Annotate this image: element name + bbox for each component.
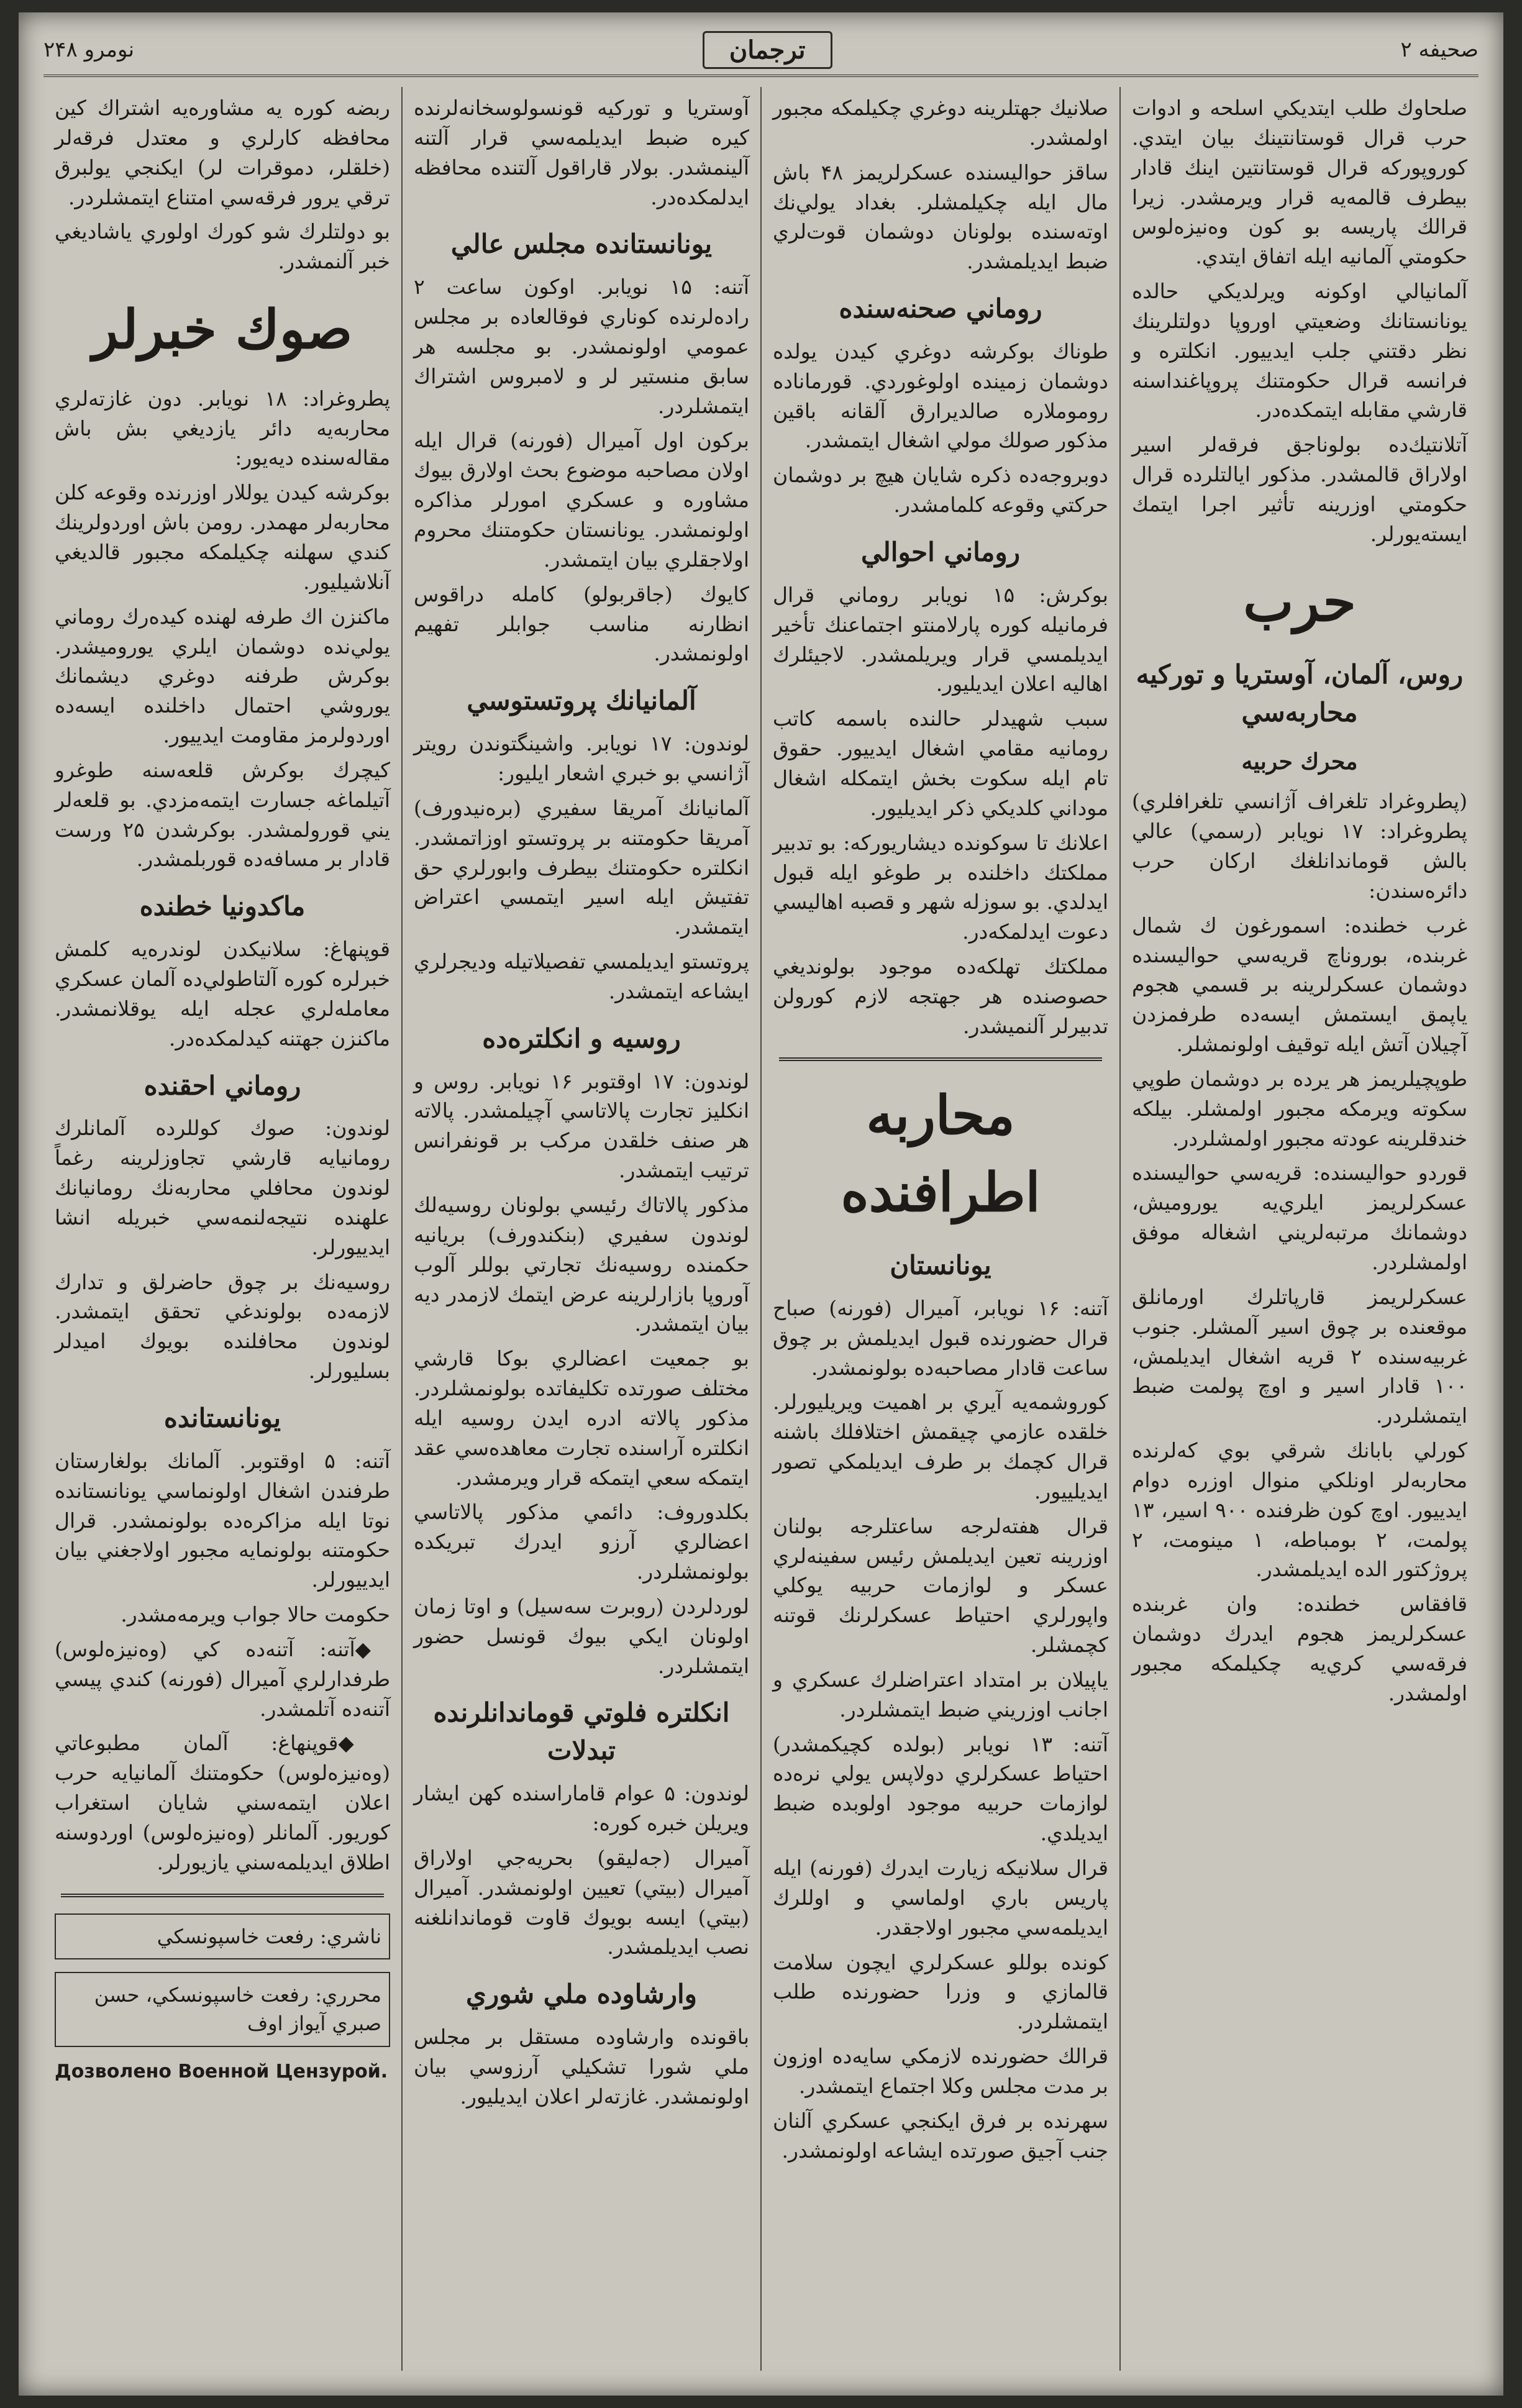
article-paragraph: كوروشمه‌يه آيري بر اهميت ويريليورلر. خلقده عازمي چيقمش اختلافلك باشنه قرال كچمك بر طرف ايديلمكي تصور ايديلييور. bbox=[773, 1390, 1108, 1503]
article-heading: يونانستانده bbox=[163, 1403, 281, 1433]
article-paragraph: مذكور پالاتاك رئيسي بولونان روسيه‌لك لوندون سفيري (بنكندورف) بريانيه حكمنده روسيه‌نك تجارتي بوللر آلوب آوروپا بازارلرينه عرض ايتمك لازمدر ديه بيان ايتمشدر. bbox=[414, 1192, 749, 1336]
article-heading: وارشاوده ملي شوري bbox=[466, 1979, 697, 2010]
article-paragraph: قافقاس خطنده: وان غربنده عسكرلريمز هجوم ايدرك دوشمان فرقه‌سي كري‌يه چكيلمكه مجبور اولمشدر. bbox=[1132, 1592, 1467, 1705]
article-paragraph: روسيه‌نك بر چوق حاضرلق و تدارك لازمه‌ده بولوندغي تحقق ايتمشدر. لوندون محافلنده بويوك اميدلر بسليورلر. bbox=[55, 1269, 390, 1384]
article-paragraph: آتنه: ۱۵ نويابر. اوكون ساعت ۲ راده‌لرنده كوناري فوقالعاده بر مجلس عمومي اولونمشدر. بو مجلسه هر سابق منستير لر و لامبروس اشتراك ايتمشلردر. bbox=[414, 275, 749, 418]
section-divider bbox=[61, 1894, 384, 1897]
imprint-line: محرري: رفعت خاسپونسكي، حسن صبري آيواز اوف bbox=[55, 1972, 390, 2047]
article-paragraph: سبب شهيدلر حالنده باسمه كاتب رومانيه مقامي اشغال ايدييور. حقوق تام ايله سكوت بخش ايتمكله اشغال موداني كلديكي ذكر ايديليور. bbox=[773, 706, 1108, 820]
article-heading: انكلتره فلوتي قوماندانلرنده تبدلات bbox=[433, 1697, 730, 1766]
censor-note: Дозволено Военной Цензурой. bbox=[55, 2060, 388, 2082]
article-paragraph: بو دولتلرك شو كورك اولوري ياشاديغي خبر آلنمشدر. bbox=[55, 219, 390, 274]
article-heading: يونانستانده مجلس عالي bbox=[450, 229, 713, 260]
imprint-line: ناشري: رفعت خاسپونسكي bbox=[55, 1913, 390, 1959]
article-paragraph: كورلي بابانك شرقي بوي كه‌لرنده محاربه‌لر اونلكي منوال اوزره دوام ايدييور. اوچ كون ظرفنده ۹۰۰ اسير، ۱۳ پولمت، ۲ بومباطه، ۱ مينومت، ۲ پروژکتور الده ايديلمشدر. bbox=[1132, 1438, 1468, 1582]
article-paragraph: قرال هفته‌لرجه ساعتلرجه بولنان اوزرينه تعين ايديلمش رئيس سفينه‌لري عسكر و لوازمات حربيه يوكلي واپورلري احتياط عسكرلرنك قوتنه كچمشلر. bbox=[773, 1513, 1108, 1658]
article-paragraph: باقونده وارشاوده مستقل بر مجلس ملي شورا تشكيلي آرزوسي بيان اولونمشدر. غازته‌لر اعلان ايديليور. bbox=[414, 2025, 749, 2109]
article-paragraph: لوندون: ۱۷ نويابر. واشينگتوندن رويتر آژانسي بو خبري اشعار ايليور: bbox=[414, 731, 750, 785]
article-paragraph: بوكرشه كيدن يوللار اوزرنده وقوعه كلن محاربه‌لر مهمدر. رومن باش اوردولرينك كندي سهلنه چكيلمكه مجبور قالديغي آنلاشيليور. bbox=[55, 480, 390, 594]
article-paragraph: آميرال (جه‌ليقو) بحريه‌جي اولاراق آميرال (بيتي) تعيين اولونمشدر. آميرال (بيتي) ايسه بويوك قاوت قوماندانلغنه نصب ايديلمشدر. bbox=[414, 1845, 749, 1959]
article-heading: ماكدونيا خطنده bbox=[139, 891, 306, 922]
article-paragraph: قرالك حضورنده لازمكي سايه‌ده اوزون بر مدت مجلس وكلا اجتماع ايتمشدر. bbox=[773, 2044, 1108, 2098]
section-banner: حرب bbox=[1243, 570, 1356, 634]
article-paragraph: آتنه: ۱۳ نويابر (بولده كچيكمشدر) احتياط عسكرلري دولاپس يولي نره‌ده لوازمات حربيه موجود اولوبده ضبط ايديلدي. bbox=[773, 1731, 1108, 1846]
article-paragraph: لوردلردن (روبرت سه‌سيل) و اوتا زمان اولونان ايكي بيوك قونسل حضور ايتمشلردر. bbox=[414, 1594, 749, 1678]
article-paragraph: اعلانك تا سوكونده ديشاريوركه: بو تدبير مملكتك داخلنده بر طوغو ايله قبول ايدلدي. بو سوزله شهر و قصبه اهاليسي دعوت ايدلمكه‌در. bbox=[773, 830, 1108, 944]
article-heading: يونانستان bbox=[890, 1249, 991, 1280]
article-paragraph: حكومت حالا جواب ويرمه‌مشدر. bbox=[121, 1602, 390, 1627]
bullet-paragraph: ◆ آتنه: آتنه‌ده كي (وه‌نيزه‌لوس) طرفدارلري آميرال (فورنه) كندي پيسي آتنه‌ده آتلمشدر. bbox=[55, 1635, 390, 1724]
newspaper-page bbox=[19, 12, 1503, 2396]
article-heading: روس، آلمان، آوستريا و توركيه محاربه‌سي bbox=[1136, 659, 1464, 728]
article-heading: روماني احقنده bbox=[144, 1070, 301, 1101]
article-paragraph: پطروغراد: ۱۸ نويابر. دون غازته‌لري محاربه‌يه دائر يازديغي بش باش مقاله‌سنده ديه‌يور: bbox=[55, 386, 391, 470]
article-paragraph: كايوك (جاقربولو) كامله دراقوس انظارنه مناسب جوابلر تفهيم اولونمشدر. bbox=[414, 581, 749, 666]
article-paragraph: صلحاوك طلب ايتديكي اسلحه و ادوات حرب قرال قوستانتينك بيان ايتدي. كوروپوركه قرال قوستانتين اينك قادار بيطرف قالمه‌يه قرار ويرمشدر. زيرا قرالك پاريسه بو كون وه‌نيزه‌لوس حكومتي آلمانيه ايله اتفاق ايتدي. bbox=[1132, 96, 1467, 269]
page-label: صحيفه ۲ bbox=[1400, 37, 1479, 62]
article-paragraph: (پطروغراد تلغراف آژانسي تلغرافلري) پطروغراد: ۱۷ نويابر (رسمي) عالي بالش قوماندانلغك اركان حرب دائره‌سندن: bbox=[1132, 789, 1467, 903]
article-paragraph: آتنه: ۱۶ نويابر، آميرال (فورنه) صباح قرال حضورنده قبول ايديلمش بر چوق ساعت قادار مصاحبه‌ده بولونمشدر. bbox=[773, 1295, 1108, 1380]
article-paragraph: طوپچيلريمز هر يرده بر دوشمان طوپي سكوته ويرمكه مجبور اولمشلر. بيلكه خندقلرينه عودته مجبور اولمشلردر. bbox=[1132, 1066, 1467, 1151]
column-4 bbox=[43, 87, 401, 2371]
article-paragraph: بركون اول آميرال (فورنه) قرال ايله اولان مصاحبه موضوع بحث اولارق بيوك مشاوره و عسكري امورلر مذاكره اولونمشدر. يونانستان حكومتنك محروم اولاجقلري بيان ايتمشدر. bbox=[414, 428, 749, 572]
article-heading: روماني صحنه‌سنده bbox=[839, 293, 1042, 324]
masthead bbox=[43, 25, 1479, 77]
article-paragraph: عسكرلريمز قارپاتلرك اورمانلق موقعنده بر چوق اسير آلمشلر. جنوب غربيه‌سنده ۲ قريه اشغال ايديلمش، ۱۰۰ قادار اسير و اوچ پولمت ضبط ايتمشلردر. bbox=[1132, 1284, 1467, 1428]
article-paragraph: ربضه كوره يه مشاوره‌يه اشتراك كين محافظه كارلري و معتدل فرقه‌لر (خلقلر، دموقرات لر) ايكنجي يولبرق ترقي يرور فرقه‌سي امتناع ايتمشلردر. bbox=[55, 96, 390, 209]
article-heading: روماني احوالي bbox=[861, 537, 1020, 568]
article-paragraph: آوستريا و توركيه قونسولوسخانه‌لرنده كيره ضبط ايديلمه‌سي قرار آلتنه آلينمشدر. بولار قاراقول آلتنده محافظه ايدلمكده‌در. bbox=[414, 96, 749, 209]
newspaper-title: ترجمان bbox=[703, 31, 832, 69]
article-paragraph: طوناك بوكرشه دوغري كيدن يولده دوشمان زمينده اولوغوردي. قورماناده روموملاره صالديرارق آلقانه باقين مذكور صولك مولي اشغال ايتمشدر. bbox=[773, 339, 1108, 453]
article-paragraph: آتنه: ۵ اوقتوبر. آلمانك بولغارستان طرفندن اشغال اولونماسي يونانستانده نوتا ايله مزاكره‌ده بولونمشدر. قرال حكومتنه بولونمايه مجبور اولاجغني بيان ايدييورلر. bbox=[55, 1448, 390, 1592]
article-heading: روسيه و انكلتره‌ده bbox=[482, 1023, 681, 1054]
article-paragraph: آلمانيالي اوكونه ويرلديكي حالده يونانستانك وضعيتي اوروپا دولتلرينك نظر دقتني جلب ايدييور. انكلتره و فرانسه قرال حكومتنك پروپاغنداسنه قارشي مقابله ايتمكده‌در. bbox=[1132, 279, 1467, 422]
column-1 bbox=[1119, 87, 1479, 2371]
article-paragraph: بكلدوروف: دائمي مذكور پالاتاسي اعضالري آرزو ايدرك تبريكده بولونمشلردر. bbox=[414, 1500, 749, 1584]
article-paragraph: مملكتك تهلكه‌ده موجود بولونديغي حصوصنده هر جهتجه لازم كورولن تدبيرلر آلنميشدر. bbox=[773, 954, 1108, 1038]
article-paragraph: قوپنهاغ: سلانيكدن لوندره‌يه كلمش خبرلره كوره آلتاطولي‌ده آلمان عسكري معامله‌لري عجله ايله يوقلانمشدر. ماكنزن جهتنه كيدلمكده‌در. bbox=[55, 937, 390, 1051]
section-divider bbox=[779, 1057, 1102, 1061]
article-paragraph: ماكنزن اك طرفه لهنده كيده‌رك روماني يولي‌نده دوشمان ايلري يوروميشدر. بوكرش طرفنه دوغري ديشمانك يوروشي احتمال داخلنده ايسه‌ده اوردولرمز مقاومت ايدييور. bbox=[55, 604, 390, 748]
article-paragraph: ساقز حواليسنده عسكرلريمز ۴۸ باش مال ايله چكيلمشلر. بغداد يولي‌نك اوته‌سنده بولونان دوشمان قوت‌لري ضبط ايديلمشدر. bbox=[773, 160, 1108, 274]
article-paragraph: كيچرك بوكرش قلعه‌سنه طوغرو آتيلماغه جسارت ايتمه‌مزدي. بو قلعه‌لر يني قورولمشدر. بوكرشدن ۲۵ ورست قادار بر مسافه‌ده قوربلمشدر. bbox=[55, 757, 390, 872]
article-paragraph: ياپيلان بر امتداد اعتراضلرك عسكري و اجانب اوزريني ضبط ايتمشلردر. bbox=[773, 1667, 1108, 1722]
column-2 bbox=[760, 87, 1119, 2371]
article-paragraph: غرب خطنده: اسمورغون ك شمال غربنده، بوروناچ قريه‌سي حواليسنده دوشمان عسكرلرينه بر قسمي هجوم ياپمق ايستمش ايسه‌ده طرفمزدن آچيلان آتش ايله توقيف اولونمشلر. bbox=[1132, 913, 1467, 1057]
article-paragraph: بوكرش: ۱۵ نويابر روماني قرال فرمانيله كوره پارلامنتو اجتماعنك تأخير ايديلمسي قرار ويريلمشدر. لاجيئلرك اهاليه اعلان ايديليور. bbox=[773, 582, 1108, 696]
article-paragraph: آلمانيانك آمريقا سفيري (بره‌نيدورف) آمريقا حكومتنه بر پروتستو اوزاتمشدر. انكلتره حكومتنك بيطرف وابورلري حق تفتيش ايله اسير ايتمسي اعتراض ايتمشدر. bbox=[414, 795, 749, 939]
section-banner: محاربه اطرافنده bbox=[841, 1083, 1041, 1225]
article-paragraph: دوبروجه‌ده ذكره شايان هيچ بر دوشمان حركتي وقوعه كلمامشدر. bbox=[773, 463, 1108, 518]
article-subheading: محرك حربيه bbox=[1241, 749, 1358, 775]
article-paragraph: آتلانتيك‌ده بولوناجق فرقه‌لر اسير اولاراق قالمشدر. مذكور ايالتلرده قرال حكومتي اوزرينه تأثير اجرا ايتمك ايسته‌يورلر. bbox=[1132, 432, 1467, 546]
columns bbox=[43, 87, 1479, 2371]
article-paragraph: لوندون: ۵ عوام قاماراسنده كهن ايشار ويريلن خبره كوره: bbox=[414, 1781, 749, 1836]
article-paragraph: لوندون: ۱۷ اوقتوبر ۱۶ نويابر. روس و انكليز تجارت پالاتاسي آچيلمشدر. پالاته هر صنف خلقدن مركب بر قونفرانس ترتيب ايتمشدر. bbox=[414, 1069, 749, 1183]
article-paragraph: قرال سلانيكه زيارت ايدرك (فورنه) ايله پاريس باري اولماسي و اوللرك ايديلمه‌سي مجبور اولاجقدر. bbox=[773, 1856, 1108, 1940]
issue-label: نومرو ۲۴۸ bbox=[43, 37, 135, 62]
article-paragraph: كونده بوللو عسكرلري ايچون سلامت قالمازي و وزرا حضورنده طلب ايتمشلردر. bbox=[773, 1950, 1108, 2034]
article-paragraph: قوردو حواليسنده: قريه‌سي حواليسنده عسكرلريمز ايلري‌يه يوروميش، دوشمانك مرتبه‌لريني اشغاله موفق اولمشلردر. bbox=[1132, 1161, 1467, 1274]
article-paragraph: لوندون: صوك كوللرده آلمانلرك رومانيايه قارشي تجاوزلرينه رغماً لوندون محافلي محاربه‌نك رومانيانك علهنده نتيجه‌لنمه‌سي خبريله انشا ايدييورلر. bbox=[55, 1116, 390, 1259]
column-3 bbox=[401, 87, 760, 2371]
section-banner: صوك خبرلر bbox=[92, 298, 353, 362]
article-paragraph: صلانيك جهتلرينه دوغري چكيلمكه مجبور اولمشدر. bbox=[773, 96, 1108, 150]
bullet-paragraph: ◆ قوپنهاغ: آلمان مطبوعاتي (وه‌نيزه‌لوس) حكومتنك آلمانيايه حرب اعلان ايتمه‌سني شايان استغراب كوريور. آلمانلر (وه‌نيزه‌لوس) اوردوسنه اطلاق ايديلمه‌سني يازيورلر. bbox=[55, 1728, 390, 1877]
article-paragraph: بو جمعيت اعضالري بوكا قارشي مختلف صورتده تكليفاتده بولونمشلردر. مذكور پالاته ادره ايدن روسيه ايله انكلتره آراسنده تجارت معاهده‌سي عقد ايتمكه سعي ايتمكه قرار ويرمشدر. bbox=[414, 1346, 749, 1490]
article-heading: آلمانيانك پروتستوسي bbox=[467, 685, 696, 716]
article-paragraph: پروتستو ايديلمسي تفصيلاتيله وديجرلري ايشاعه ايتمشدر. bbox=[414, 949, 749, 1003]
article-paragraph: سهرنده بر فرق ايكنجي عسكري آلنان جنب آجيق صورتده ايشاعه اولونمشدر. bbox=[773, 2108, 1108, 2163]
